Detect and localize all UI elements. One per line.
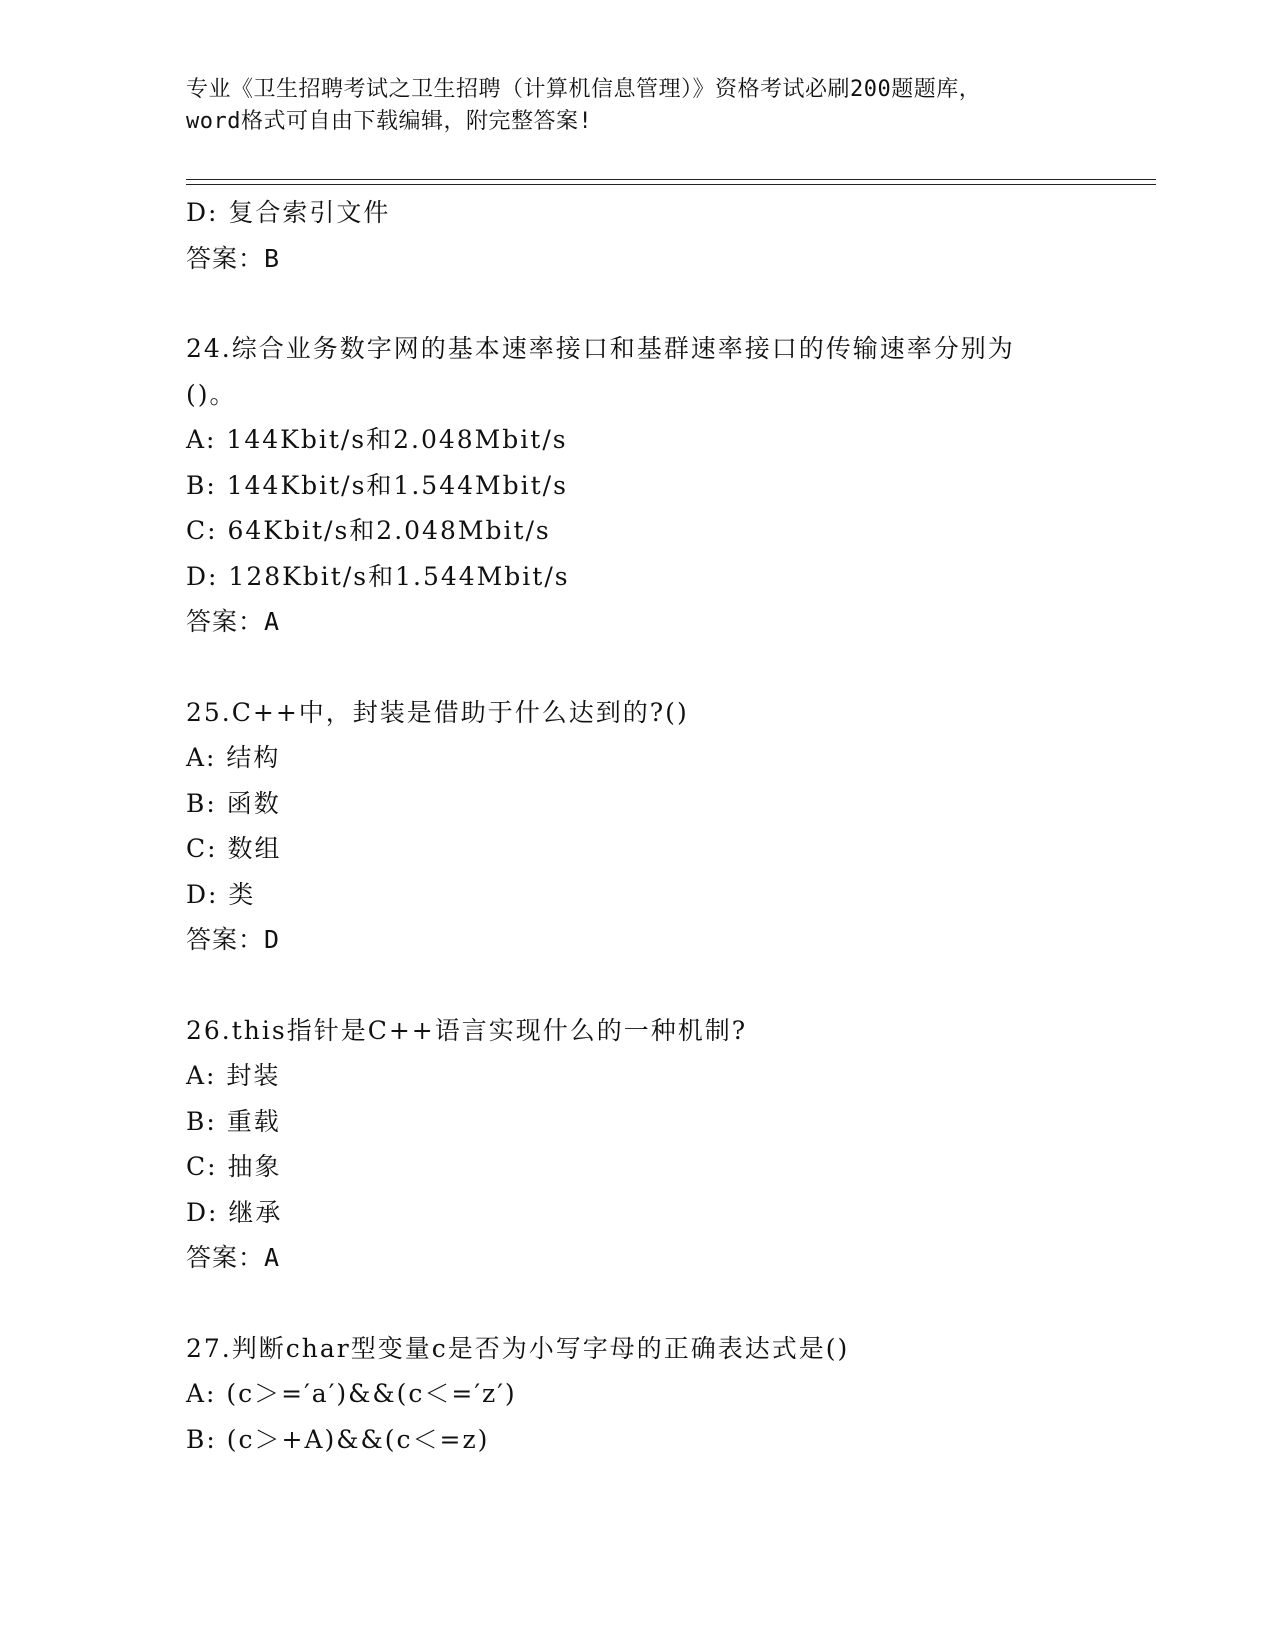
answer-line: 答案：D — [186, 925, 281, 954]
option-c: C: 抽象 — [186, 1152, 282, 1181]
spacer — [186, 1281, 1086, 1326]
option-a: A: 结构 — [186, 743, 281, 772]
header-divider-top — [186, 179, 1156, 180]
option-b: B: 144Kbit/s和1.544Mbit/s — [186, 470, 568, 500]
option-d: D: 继承 — [186, 1197, 283, 1227]
option-c: C: 64Kbit/s和2.048Mbit/s — [186, 516, 551, 545]
option-a: A: 封装 — [186, 1061, 281, 1090]
option-b: B: 函数 — [186, 788, 281, 818]
header-line-1: 专业《卫生招聘考试之卫生招聘（计算机信息管理）》资格考试必刷200题题库， — [186, 77, 982, 102]
document-header — [186, 74, 1086, 138]
spacer — [186, 645, 1086, 690]
question-stem: 24.综合业务数字网的基本速率接口和基群速率接口的传输速率分别为 — [186, 334, 1015, 363]
answer-line: 答案：B — [186, 243, 281, 273]
question-stem: 26.this指针是C++语言实现什么的一种机制? — [186, 1015, 748, 1045]
question-stem-continued: ()。 — [186, 379, 237, 409]
question-block-27 — [186, 1326, 1086, 1463]
header-line-2: word格式可自由下载编辑，附完整答案! — [186, 109, 593, 134]
answer-line: 答案：A — [186, 1243, 281, 1272]
question-list — [186, 190, 1086, 1462]
header-divider-bottom — [186, 184, 1156, 185]
option-c: C: 数组 — [186, 834, 282, 863]
answer-line: 答案：A — [186, 607, 281, 636]
option-b: B: 重载 — [186, 1106, 281, 1136]
option-a: A: 144Kbit/s和2.048Mbit/s — [186, 425, 568, 454]
question-stem: 27.判断char型变量c是否为小写字母的正确表达式是() — [186, 1333, 850, 1363]
option-d: D: 复合索引文件 — [186, 198, 391, 227]
option-d: D: 128Kbit/s和1.544Mbit/s — [186, 561, 570, 591]
spacer — [186, 281, 1086, 326]
option-a: A: (c＞=′a′)&&(c＜=′z′) — [186, 1379, 517, 1408]
question-block-26 — [186, 1008, 1086, 1281]
question-block-23 — [186, 190, 1086, 281]
option-b: B: (c＞+A)&&(c＜=z) — [186, 1424, 490, 1454]
option-d: D: 类 — [186, 879, 256, 909]
question-stem: 25.C++中，封装是借助于什么达到的?() — [186, 697, 689, 727]
question-block-25 — [186, 690, 1086, 963]
spacer — [186, 963, 1086, 1008]
question-block-24 — [186, 326, 1086, 645]
